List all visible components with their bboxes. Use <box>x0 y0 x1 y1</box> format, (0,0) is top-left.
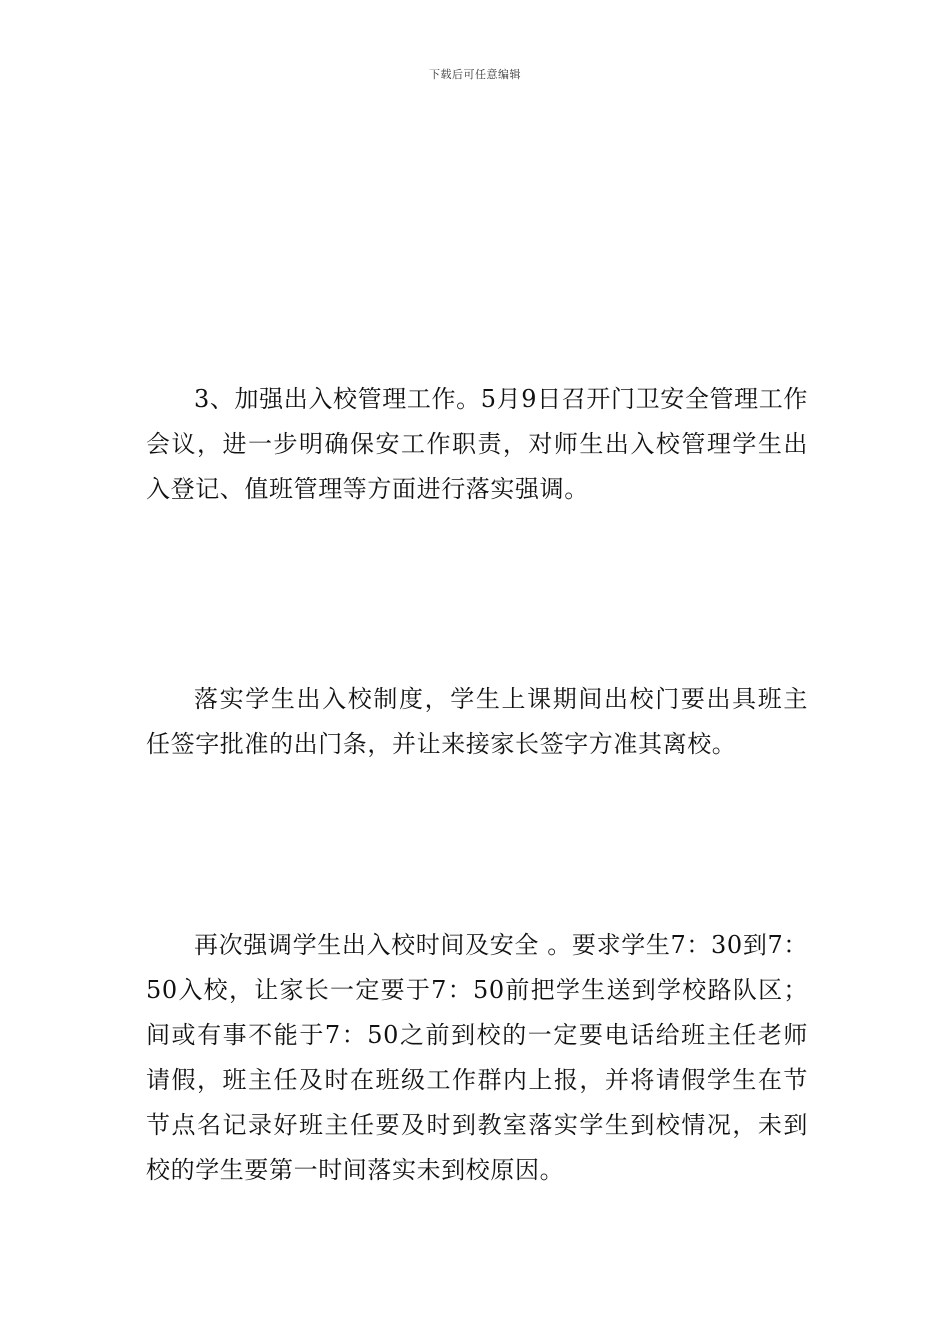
paragraph-entry-management: 3、加强出入校管理工作。5月9日召开门卫安全管理工作会议，进一步明确保安工作职责，对师生出入校管理学生出入登记、值班管理等方面进行落实强调。 <box>146 385 808 503</box>
header-note: 下载后可任意编辑 <box>429 68 521 81</box>
paragraph-arrival-time: 再次强调学生出入校时间及安全 。要求学生7：30到7：50入校，让家长一定要于7：50前把学生送到学校路队区；间或有事不能于7：50之前到校的一定要电话给班主任老师请假，班主任及时在班级工作群内上报，并将请假学生在节节点名记录好班主任要及时到教室落实学生到校情况，未到校的学生要第一时间落实未到校原因。 <box>146 931 808 1184</box>
paragraph-leave-policy: 落实学生出入校制度，学生上课期间出校门要出具班主任签字批准的出门条，并让来接家长签字方准其离校。 <box>146 685 808 758</box>
